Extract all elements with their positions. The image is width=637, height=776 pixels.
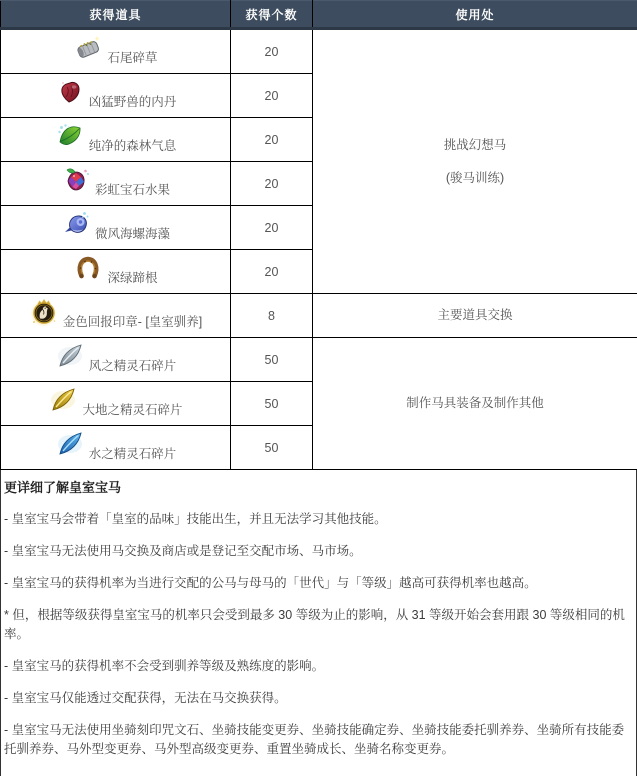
item-quantity: 50	[231, 382, 313, 426]
usage-cell-horse-gear-crafting	[313, 338, 637, 470]
notes-title: 更详细了解皇室宝马	[4, 478, 632, 497]
item-name: 凶猛野兽的内丹	[89, 95, 177, 111]
item-cell	[1, 426, 231, 470]
sea-conch-icon	[61, 209, 91, 239]
usage-line: 制作马具装备及制作其他	[313, 395, 637, 412]
item-cell	[1, 294, 231, 338]
col-header-obtained-qty: 获得个数	[231, 1, 313, 29]
item-quantity: 20	[231, 206, 313, 250]
item-quantity: 20	[231, 250, 313, 294]
item-name: 纯净的森林气息	[89, 139, 177, 155]
table-row	[1, 29, 637, 74]
usage-line: (骏马训练)	[313, 170, 637, 187]
item-cell	[1, 29, 231, 74]
item-quantity: 50	[231, 338, 313, 382]
note-line: - 皇室宝马仅能透过交配获得，无法在马交换获得。	[4, 689, 632, 708]
rainbow-gem-fruit-icon	[61, 165, 91, 195]
usage-cell-fantasy-horse	[313, 29, 637, 294]
hoof-root-icon	[73, 253, 103, 283]
usage-cell-main-item-exchange	[313, 294, 637, 338]
item-cell	[1, 118, 231, 162]
col-header-obtained-item: 获得道具	[1, 1, 231, 29]
beast-inner-core-icon	[55, 77, 85, 107]
table-row	[1, 338, 637, 382]
item-name: 深绿蹄根	[107, 271, 157, 287]
item-name: 微风海螺海藻	[95, 227, 170, 243]
forest-breath-leaf-icon	[55, 121, 85, 151]
item-name: 大地之精灵石碎片	[82, 403, 182, 419]
water-spirit-shard-icon	[55, 429, 85, 459]
usage-line: 主要道具交换	[313, 307, 637, 324]
table-row	[1, 294, 637, 338]
note-line: - 皇室宝马会带着「皇室的品味」技能出生，并且无法学习其他技能。	[4, 510, 632, 529]
item-quantity: 20	[231, 29, 313, 74]
table-header-row	[1, 1, 637, 29]
item-cell	[1, 382, 231, 426]
item-name: 石尾碎草	[107, 51, 157, 67]
item-quantity: 20	[231, 118, 313, 162]
earth-spirit-shard-icon	[48, 385, 78, 415]
usage-line: 挑战幻想马	[313, 137, 637, 154]
stone-tail-grass-icon	[73, 33, 103, 63]
item-quantity: 50	[231, 426, 313, 470]
item-name: 彩虹宝石水果	[95, 183, 170, 199]
col-header-usage: 使用处	[313, 1, 637, 29]
item-quantity: 20	[231, 162, 313, 206]
item-name: 金色回报印章- [皇室驯养]	[63, 315, 203, 331]
item-cell	[1, 206, 231, 250]
item-cell	[1, 338, 231, 382]
item-name: 水之精灵石碎片	[89, 447, 177, 463]
note-line: - 皇室宝马无法使用坐骑刻印咒文石、坐骑技能变更券、坐骑技能确定券、坐骑技能委托驯养券、坐骑所有技能委托驯养券、马外型变更券、马外型高级变更券、重置坐骑成长、坐骑名称变更券。	[4, 721, 632, 759]
note-line: * 但，根据等级获得皇室宝马的机率只会受到最多 30 等级为止的影响，从 31 等级开始会套用跟 30 等级相同的机率。	[4, 606, 632, 644]
note-line: - 皇室宝马的获得机率不会受到驯养等级及熟练度的影响。	[4, 657, 632, 676]
note-line: - 皇室宝马的获得机率为当进行交配的公马与母马的「世代」与「等级」越高可获得机率也越高。	[4, 574, 632, 593]
note-line: - 皇室宝马无法使用马交换及商店或是登记至交配市场、马市场。	[4, 542, 632, 561]
item-name: 风之精灵石碎片	[89, 359, 177, 375]
item-cell	[1, 162, 231, 206]
royal-horse-notes-section	[0, 470, 637, 776]
golden-seal-icon	[29, 297, 59, 327]
item-cell	[1, 250, 231, 294]
item-cell	[1, 74, 231, 118]
item-quantity: 8	[231, 294, 313, 338]
item-quantity: 20	[231, 74, 313, 118]
wind-spirit-shard-icon	[55, 341, 85, 371]
